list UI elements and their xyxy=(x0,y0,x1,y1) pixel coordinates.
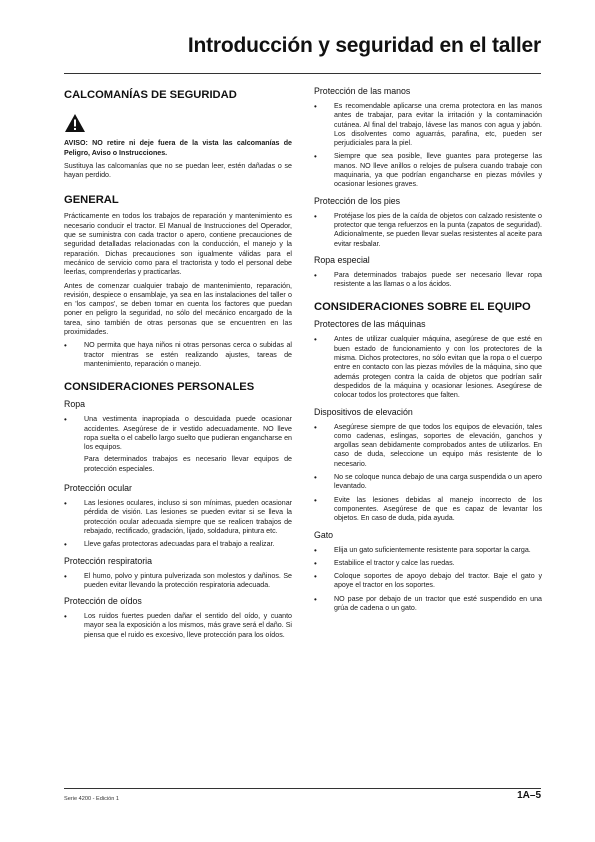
footer-divider xyxy=(64,788,541,789)
warning-triangle-icon xyxy=(64,113,86,133)
bullet-icon: • xyxy=(64,415,67,425)
bullet-icon: • xyxy=(314,594,317,604)
bullet-icon: • xyxy=(314,572,317,582)
list-item xyxy=(314,595,542,614)
list-item-text: NO pase por debajo de un tractor que esté suspendido en una grúa de cadena o un gato. xyxy=(334,594,542,612)
list-item xyxy=(314,572,542,591)
list-item xyxy=(314,473,542,492)
list-item xyxy=(314,546,542,555)
bullet-icon: • xyxy=(64,540,67,550)
list-item xyxy=(64,612,292,640)
page-title: Introducción y seguridad en el taller xyxy=(187,34,541,57)
list-item-text: Una vestimenta inapropiada o descuidada puede ocasionar accidentes. Asegúrese de ir vestido adecuadamente. NO lleve ropa suelta o el cabello largo suelto que pudieran engancharse en los equipos. xyxy=(84,415,292,452)
list-item-text: Para determinados trabajos es necesario llevar equipos de protección especiales. xyxy=(84,455,292,473)
list-item-text: Lleve gafas protectoras adecuadas para el trabajo a realizar. xyxy=(84,540,275,549)
subheading-ocular: Protección ocular xyxy=(64,483,132,494)
list-item xyxy=(314,335,542,400)
list-item-text: Es recomendable aplicarse una crema protectora en las manos antes de trabajar, para evitar la irritación y la contaminación cutánea. Al final del trabajo, lávese las manos con agua y jabón. Los disolventes como aguarrás, parafina, etc, pueden ser perjudiciales para la piel. xyxy=(334,102,542,148)
subheading-ropa-especial: Ropa especial xyxy=(314,254,370,265)
bullet-icon: • xyxy=(314,211,317,221)
subheading-maquinas: Protectores de las máquinas xyxy=(314,319,426,330)
bullet-icon: • xyxy=(314,335,317,345)
heading-general: GENERAL xyxy=(64,194,119,207)
aviso-text: AVISO: NO retire ni deje fuera de la vista las calcomanías de Peligro, Aviso o Instrucciones. xyxy=(64,139,292,157)
list-item xyxy=(314,102,542,148)
subheading-pies: Protección de los pies xyxy=(314,195,401,206)
subheading-respiratoria: Protección respiratoria xyxy=(64,555,153,566)
list-item-text: Antes de utilizar cualquier máquina, asegúrese de que esté en buen estado de funcionamiento y con los protectores de la misma. Dichos protectores, no sólo evitan que la ropa o el cuerpo entre en contacto con las piezas móviles de la máquina, sino que además protegen contra la caída de objetos que podrían salir despedidos de la máquina y ocasionar lesiones. Asegúrese de colocar todos los protectores que falten. xyxy=(334,335,542,400)
bullet-icon: • xyxy=(314,152,317,162)
list-item xyxy=(314,152,542,189)
list-item xyxy=(314,212,542,249)
bullet-icon: • xyxy=(314,102,317,111)
bullet-icon: • xyxy=(64,612,67,622)
page-number: 1A–5 xyxy=(517,790,541,801)
calcomanias-text: Sustituya las calcomanías que no se puedan leer, estén dañadas o se hayan perdido. xyxy=(64,161,292,180)
list-item xyxy=(314,496,542,524)
left-column xyxy=(64,86,292,644)
heading-equipo: CONSIDERACIONES SOBRE EL EQUIPO xyxy=(314,301,531,314)
list-item-text: Coloque soportes de apoyo debajo del tractor. Baje el gato y apoye el tractor en los soportes. xyxy=(334,572,542,590)
list-item xyxy=(64,415,292,477)
list-item-text: NO permita que haya niños ni otras personas cerca o subidas al tractor mientras se estén realizando ajustes, tareas de mantenimiento, reparación o manejo. xyxy=(84,341,292,368)
list-item xyxy=(314,423,542,469)
heading-personales: CONSIDERACIONES PERSONALES xyxy=(64,381,255,394)
list-item-text: Siempre que sea posible, lleve guantes para protegerse las manos. NO lleve anillos o relojes de pulsera cuando trabaje con maquinaria, ya que podrían engancharse en piezas móviles y ocasionar lesiones graves. xyxy=(334,152,542,189)
title-divider xyxy=(64,73,541,74)
list-item-text: Elija un gato suficientemente resistente para soportar la carga. xyxy=(334,545,531,554)
subheading-ropa: Ropa xyxy=(64,399,86,410)
subheading-oidos: Protección de oídos xyxy=(64,596,142,607)
bullet-icon: • xyxy=(314,270,317,280)
bullet-icon: • xyxy=(314,558,317,568)
list-item-text: Las lesiones oculares, incluso si son mínimas, pueden ocasionar pérdida de visión. Las lesiones se pueden evitar si se lleva la protección ocular adecuada siempre que se realicen trabajos de rebajado, rectificado, gradación, lijado, soldadura, pintura etc. xyxy=(84,499,292,535)
list-item xyxy=(64,341,292,369)
list-item-text: Para determinados trabajos puede ser necesario llevar ropa resistente a las llamas o a los ácidos. xyxy=(334,270,542,289)
bullet-icon: • xyxy=(314,545,317,555)
bullet-icon: • xyxy=(314,422,317,432)
list-item-text: Los ruidos fuertes pueden dañar el sentido del oído, y cuanto mayor sea la exposición a los mismos, más grave será el daño. Si piensa que el ruido es excesivo, lleve protección para los oídos. xyxy=(84,612,292,639)
list-item-text: No se coloque nunca debajo de una carga suspendida o un apero levantado. xyxy=(334,473,542,491)
bullet-icon: • xyxy=(314,495,317,505)
list-item xyxy=(64,499,292,536)
general-paragraph-2: Antes de comenzar cualquier trabajo de mantenimiento, reparación, revisión, despiece o ensamblaje, ya sea en las instalaciones del taller o en 'los campos', se deben tomar en cuenta los factores que puedan poner en peligro la seguridad, no sólo del mecánico encargado de la tarea, sino también de otras personas que se encuentren en las proximidades. xyxy=(64,281,292,337)
list-item xyxy=(64,540,292,549)
list-item-text: El humo, polvo y pintura pulverizada son molestos y dañinos. Se pueden evitar llevando la protección respiratoria adecuada. xyxy=(84,571,292,589)
heading-calcomanias: CALCOMANÍAS DE SEGURIDAD xyxy=(64,89,237,101)
bullet-icon: • xyxy=(314,473,317,483)
bullet-icon: • xyxy=(64,499,67,509)
footer-series: Serie 4200 - Edición 1 xyxy=(64,796,120,802)
list-item-text: Evite las lesiones debidas al manejo incorrecto de los componentes. Asegúrese de que es capaz de levantar los objetos. En caso de duda, pida ayuda. xyxy=(334,495,542,523)
list-item xyxy=(314,559,542,568)
subheading-elevacion: Dispositivos de elevación xyxy=(314,406,413,417)
list-item-text: Asegúrese siempre de que todos los equipos de elevación, tales como cadenas, eslingas, soportes de elevación, ganchos y argollas sean debidamente comprobados antes de utilizarlos. En caso de duda, seleccione un equipo más resistente de lo necesario. xyxy=(334,422,542,468)
subheading-manos: Protección de las manos xyxy=(314,86,411,96)
bullet-icon: • xyxy=(64,341,67,351)
list-item-text: Estabilice el tractor y calce las ruedas. xyxy=(334,558,455,567)
list-item xyxy=(64,572,292,591)
right-column xyxy=(314,86,542,617)
bullet-icon: • xyxy=(64,571,67,581)
general-paragraph-1: Prácticamente en todos los trabajos de reparación y mantenimiento es necesario conducir el tractor. El Manual de Instrucciones del Operador, que se suministra con cada tractor o apero, contiene precauciones de seguridad detalladas relacionadas con la conducción, el manejo y la reparación. Dichas precauciones son igualmente válidas para el mecánico de servicio como para el tractorista y todo el personal debe leerlas, comprenderlas y practicarlas. xyxy=(64,212,292,277)
list-item xyxy=(314,271,542,290)
list-item-text: Protéjase los pies de la caída de objetos con calzado resistente o protector que tenga refuerzos en la punta (zapatos de seguridad). Adicionalmente, se pueden llevar suelas resistentes al aceite para evitar resbalar. xyxy=(334,211,542,248)
subheading-gato: Gato xyxy=(314,529,334,540)
